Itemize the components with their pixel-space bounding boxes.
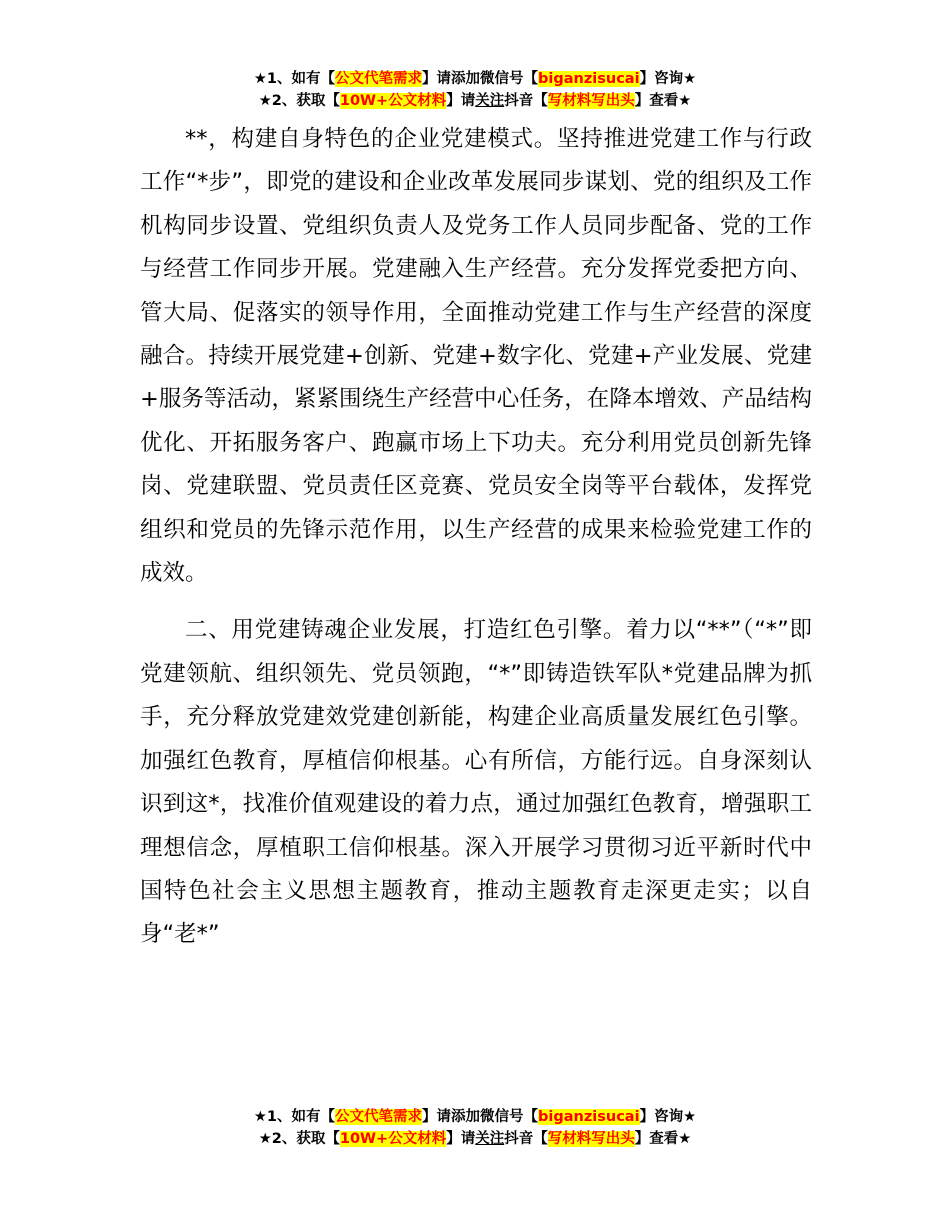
banner-text: ★1、如有【 [253,71,336,87]
banner-text: 抖音【 [504,1131,548,1147]
banner-text: 】请 [446,1131,476,1147]
banner-text: ★2、获取【 [258,1131,340,1147]
banner-text: 】请 [422,1109,452,1125]
banner-text: 】咨询★ [639,1109,697,1125]
douyin-account: 写材料写出头 [547,1131,635,1147]
douyin-account: 写材料写出头 [547,93,635,109]
highlight-text: 公文代笔需求 [335,1109,423,1125]
emphasis-text: 关注 [475,93,505,109]
emphasis-text: 添加 [451,1109,481,1125]
banner-text: ★1、如有【 [253,1109,336,1125]
banner-line-2 [0,90,950,112]
wechat-id: biganzisucai [538,71,640,87]
emphasis-text: 关注 [475,1131,505,1147]
banner-line-2 [0,1128,950,1150]
document-body [140,118,812,957]
banner-text: 】查看★ [634,1131,692,1147]
footer-banner [0,1106,950,1150]
highlight-text: 10W+公文材料 [339,93,447,109]
wechat-id: biganzisucai [538,1109,640,1125]
header-banner [0,68,950,112]
banner-line-1 [0,1106,950,1128]
banner-line-1 [0,68,950,90]
banner-text: 抖音【 [504,93,548,109]
highlight-text: 10W+公文材料 [339,1131,447,1147]
banner-text: 】咨询★ [639,71,697,87]
paragraph: 二、用党建铸魂企业发展，打造红色引擎。着力以“**”（“*”即党建领航、组织领先、党员领跑，“*”即铸造铁军队*党建品牌为抓手，充分释放党建效党建创新能，构建企业高质量发展红色引擎。加强红色教育，厚植信仰根基。心有所信，方能行远。自身深刻认识到这*，找准价值观建设的着力点，通过加强红色教育，增强职工理想信念，厚植职工信仰根基。深入开展学习贯彻习近平新时代中国特色社会主义思想主题教育，推动主题教育走深更走实；以自身“老*” [140,617,812,948]
emphasis-text: 添加 [451,71,481,87]
banner-text: ★2、获取【 [258,93,340,109]
paragraph: **，构建自身特色的企业党建模式。坚持推进党建工作与行政工作“*步”，即党的建设和企业改革发展同步谋划、党的组织及工作机构同步设置、党组织负责人及党务工作人员同步配备、党的工作与经营工作同步开展。党建融入生产经营。充分发挥党委把方向、管大局、促落实的领导作用，全面推动党建工作与生产经营的深度融合。持续开展党建+创新、党建+数字化、党建+产业发展、党建+服务等活动，紧紧围绕生产经营中心任务，在降本增效、产品结构优化、开拓服务客户、跑赢市场上下功夫。充分利用党员创新先锋岗、党建联盟、党员责任区竞赛、党员安全岗等平台载体，发挥党组织和党员的先锋示范作用，以生产经营的成果来检验党建工作的成效。 [140,126,812,587]
banner-text: 微信号【 [480,71,539,87]
highlight-text: 公文代笔需求 [335,71,423,87]
banner-text: 】请 [422,71,452,87]
banner-text: 微信号【 [480,1109,539,1125]
banner-text: 】请 [446,93,476,109]
banner-text: 】查看★ [634,93,692,109]
